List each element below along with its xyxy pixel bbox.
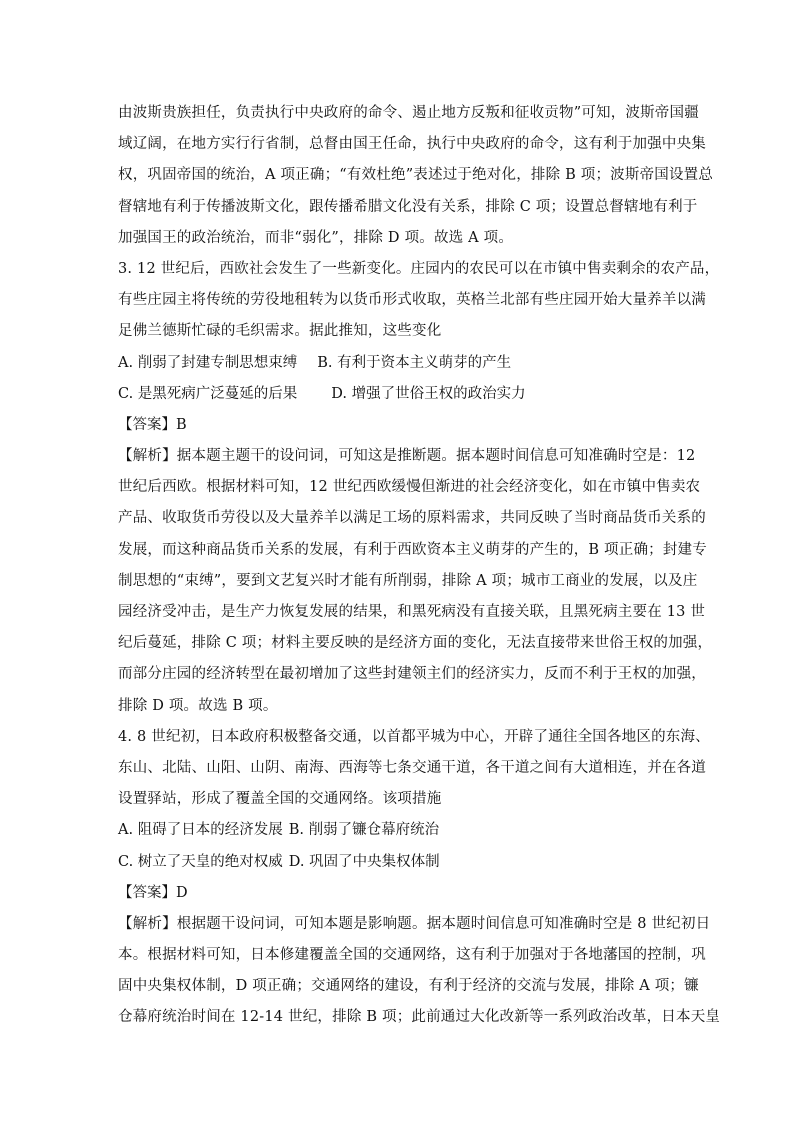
option-b: B. 有利于资本主义萌芽的产生 — [317, 354, 512, 371]
text-line: 由波斯贵族担任，负责执行中央政府的命令、遏止地方反叛和征收贡物”可知，波斯帝国疆 — [118, 105, 699, 121]
question-stem-line: 4. 8 世纪初，日本政府积极整备交通，以首都平城为中心，开辟了通往全国各地区的东海、 — [118, 728, 710, 745]
analysis-line: 【解析】根据题干设问词，可知本题是影响题。据本题时间信息可知准确时空是 8 世纪初日 — [118, 915, 711, 932]
option-d: D. 巩固了中央集权体制 — [288, 853, 440, 870]
text-line: 权，巩固帝国的统治，A 项正确；“有效杜绝”表述过于绝对化，排除 B 项；波斯帝国设置总 — [118, 167, 714, 184]
analysis-line: 排除 D 项。故选 B 项。 — [118, 697, 278, 714]
prev-analysis-block — [118, 98, 714, 254]
option-b: B. 削弱了镰仓幕府统治 — [288, 822, 440, 839]
question-stem-line: 设置驿站，形成了覆盖全国的交通网络。该项措施 — [118, 791, 442, 808]
analysis-line: 世纪后西欧。根据材料可知，12 世纪西欧缓慢但渐进的社会经济变化，如在市镇中售卖农 — [118, 479, 701, 496]
analysis-line: 固中央集权体制，D 项正确；交通网络的建设，有利于经济的交流与发展，排除 A 项；镰 — [118, 978, 699, 995]
analysis-line: 本。根据材料可知，日本修建覆盖全国的交通网络，这有利于加强对于各地藩国的控制，巩 — [118, 947, 706, 964]
options-row — [118, 348, 684, 379]
options-row — [118, 815, 684, 846]
option-a: A. 阻碍了日本的经济发展 — [118, 822, 283, 839]
text-line: 加强国王的政治统治，而非“弱化”，排除 D 项。故选 A 项。 — [118, 229, 514, 246]
answer-label: 【答案】D — [118, 884, 188, 901]
analysis-line: 纪后蔓延，排除 C 项；材料主要反映的是经济方面的变化，无法直接带来世俗王权的加强， — [118, 635, 713, 652]
question-3 — [118, 254, 720, 722]
question-4 — [118, 722, 721, 1034]
analysis-line: 制思想的“束缚”，要到文艺复兴时才能有所削弱，排除 A 项；城市工商业的发展，以及庄 — [118, 572, 698, 589]
analysis-line: 而部分庄园的经济转型在最初增加了这些封建领主们的经济实力，反而不利于王权的加强， — [118, 666, 706, 683]
document-page — [118, 98, 721, 1034]
options-row — [118, 847, 684, 878]
option-d: D. 增强了世俗王权的政治实力 — [331, 385, 526, 402]
option-c: C. 是黑死病广泛蔓延的后果 — [118, 385, 298, 402]
option-c: C. 树立了天皇的绝对权威 — [118, 853, 283, 870]
option-a: A. 削弱了封建专制思想束缚 — [118, 354, 298, 371]
analysis-line: 园经济受冲击，是生产力恢复发展的结果，和黑死病没有直接关联，且黑死病主要在 13 世 — [118, 604, 706, 620]
analysis-line: 【解析】据本题主题干的设问词，可知这是推断题。据本题时间信息可知准确时空是：12 — [118, 448, 696, 465]
analysis-line: 发展，而这种商品货币关系的发展，有利于西欧资本主义萌芽的产生的，B 项正确；封建专 — [118, 541, 707, 558]
question-stem-line: 东山、北陆、山阳、山阴、南海、西海等七条交通干道，各干道之间有大道相连，并在各道 — [118, 759, 706, 776]
answer-label: 【答案】B — [118, 416, 187, 433]
options-row — [118, 379, 684, 410]
question-stem-line: 有些庄园主将传统的劳役地租转为以货币形式收取，英格兰北部有些庄园开始大量养羊以满 — [118, 292, 706, 309]
question-stem-line: 3. 12 世纪后，西欧社会发生了一些新变化。庄园内的农民可以在市镇中售卖剩余的农产品， — [118, 260, 720, 277]
text-line: 督辖地有利于传播波斯文化，跟传播希腊文化没有关系，排除 C 项；设置总督辖地有利于 — [118, 198, 698, 215]
question-stem-line: 足佛兰德斯忙碌的毛织需求。据此推知，这些变化 — [118, 323, 442, 340]
analysis-line: 仓幕府统治时间在 12-14 世纪，排除 B 项；此前通过大化改新等一系列政治改革，日本天皇 — [118, 1009, 721, 1026]
analysis-line: 产品、收取货币劳役以及大量养羊以满足工场的原料需求，共同反映了当时商品货币关系的 — [118, 510, 706, 527]
text-line: 域辽阔，在地方实行行省制，总督由国王任命，执行中央政府的命令，这有利于加强中央集 — [118, 136, 706, 153]
